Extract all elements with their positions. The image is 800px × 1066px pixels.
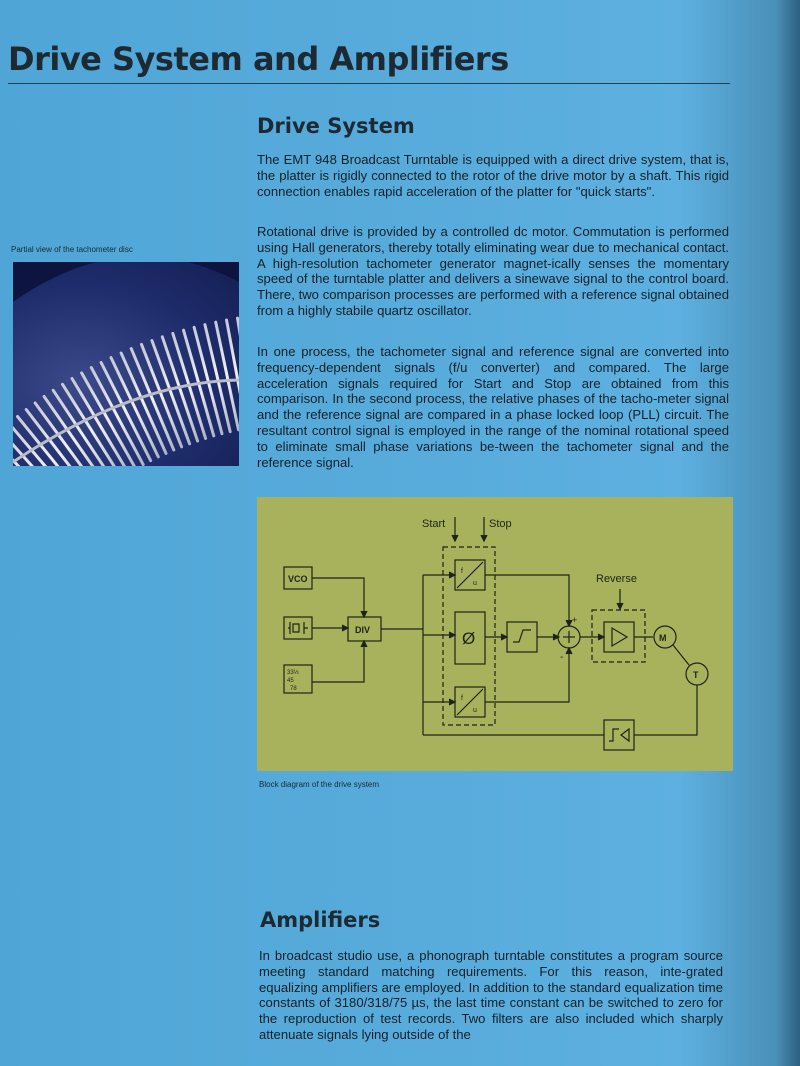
phase-symbol: Ø xyxy=(462,629,476,648)
tachometer-disc-image xyxy=(13,262,239,466)
drive-system-heading: Drive System xyxy=(257,114,415,138)
photo-caption: Partial view of the tachometer disc xyxy=(11,245,133,254)
plus-sign: + xyxy=(572,615,578,625)
block-diagram-svg xyxy=(257,497,733,771)
minus-sign: - xyxy=(560,652,564,663)
diagram-caption: Block diagram of the drive system xyxy=(259,780,380,789)
block-diagram xyxy=(257,497,733,771)
tacho-label: T xyxy=(693,670,699,680)
tachometer-disc-photo xyxy=(13,262,239,466)
stop-label: Stop xyxy=(489,518,512,530)
page-title: Drive System and Amplifiers xyxy=(8,40,509,78)
start-label: Start xyxy=(422,518,446,530)
vco-label: VCO xyxy=(288,574,308,584)
drive-system-paragraph-3: In one process, the tachometer signal and reference signal are converted into frequency-dependent signals (f/u converter) and compared. The large acceleration signals required for Start and Stop are obtained from this comparison. In the second process, the relative phases of the tacho-meter signal and the reference signal are compared in a phase locked loop (PLL) circuit. The resultant control signal is employed in the range of the nominal rotational speed to eliminate small phase variations be-tween the tachometer signal and the reference signal. xyxy=(257,344,729,470)
reverse-label: Reverse xyxy=(596,573,637,585)
svg-text:f: f xyxy=(461,695,463,702)
speed-45: 45 xyxy=(287,678,294,684)
amplifiers-paragraph: In broadcast studio use, a phonograph turntable constitutes a program source meeting standard matching requirements. For this reason, inte-grated equalizing amplifiers are employed. In addition to the standard equalization time constants of 3180/318/75 µs, the last time constant can be switched to zero for the reproduction of test records. Two filters are also included which sharply attenuate signals lying outside of the xyxy=(259,948,723,1042)
amplifiers-heading: Amplifiers xyxy=(260,908,381,932)
tachometer-slot xyxy=(13,424,80,467)
filter-block xyxy=(507,622,537,652)
speed-78: 78 xyxy=(290,686,297,692)
div-label: DIV xyxy=(355,625,371,635)
amplifier-block xyxy=(604,622,634,652)
tachometer-slot xyxy=(227,320,240,428)
drive-system-paragraph-2: Rotational drive is provided by a controlled dc motor. Commutation is performed using Hall generators, thereby totally eliminating wear due to mechanical contact. A high-resolution tachometer generator magnet-ically senses the momentary speed of the turntable platter and delivers a sinewave signal to the control board. There, two comparison processes are performed with a reference signal obtained from a highly stabile quartz oscillator. xyxy=(257,224,729,318)
title-rule xyxy=(8,83,730,84)
motor-label: M xyxy=(659,633,667,643)
tachometer-slots xyxy=(13,312,239,466)
svg-text:f: f xyxy=(461,568,463,575)
svg-text:u: u xyxy=(473,580,477,587)
drive-system-paragraph-1: The EMT 948 Broadcast Turntable is equipped with a direct drive system, that is, the platter is rigidly connected to the rotor of the drive motor by a shaft. This rigid connection enables rapid acceleration of the platter for "quick starts". xyxy=(257,152,729,199)
svg-text:u: u xyxy=(473,707,477,714)
speed-33: 33⅓ xyxy=(287,670,299,676)
